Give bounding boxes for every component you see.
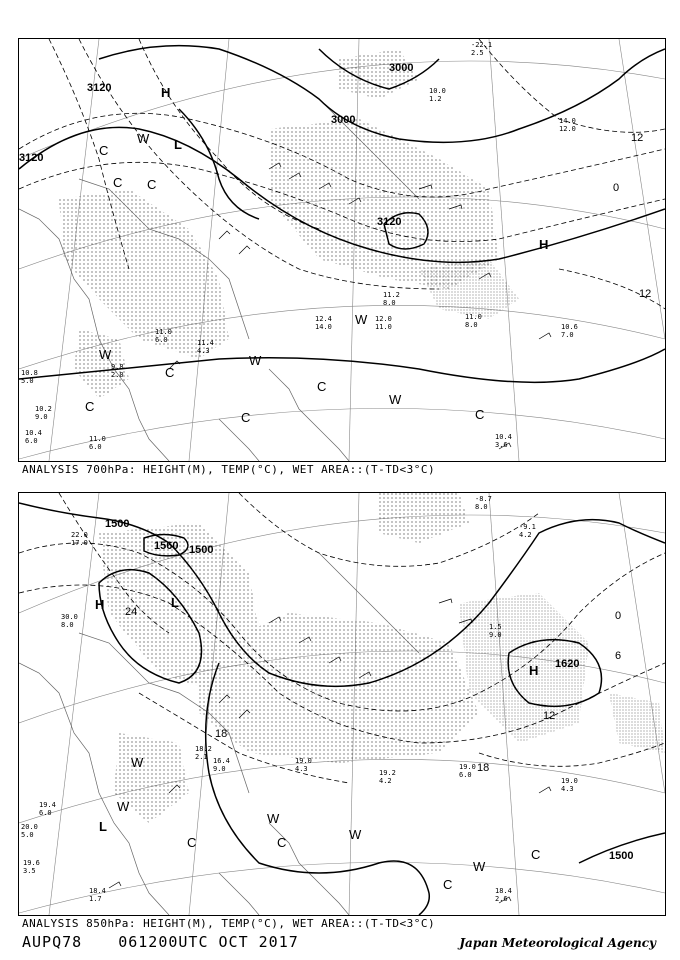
airmass-mark: W xyxy=(117,799,130,814)
station-temp: 20.0 xyxy=(21,823,38,831)
temp-label: 0 xyxy=(613,182,620,194)
airmass-mark: C xyxy=(165,365,175,380)
station-dewpoint: 11.0 xyxy=(375,323,392,331)
station-temp: 10.4 xyxy=(25,429,42,437)
station-dewpoint: 6.0 xyxy=(89,443,102,451)
airmass-mark: C xyxy=(187,835,197,850)
station-dewpoint: 2.6 xyxy=(495,895,508,903)
airmass-mark: C xyxy=(241,410,251,425)
pressure-center-low: L xyxy=(171,595,179,610)
station-temp: 11.4 xyxy=(197,339,214,347)
temp-label: 0 xyxy=(615,610,622,622)
airmass-mark: C xyxy=(277,835,287,850)
height-label: 1560 xyxy=(154,540,179,552)
airmass-mark: W xyxy=(389,392,402,407)
airmass-mark: W xyxy=(131,755,144,770)
station-dewpoint: 5.0 xyxy=(21,377,34,385)
airmass-mark: W xyxy=(137,131,150,146)
map-850hpa-canvas xyxy=(19,493,665,915)
station-dewpoint: 4.2 xyxy=(519,531,532,539)
map-panel-850hpa xyxy=(18,492,666,916)
height-label: 1500 xyxy=(105,518,130,530)
station-temp: 16.4 xyxy=(213,757,230,765)
airmass-mark: C xyxy=(317,379,327,394)
station-dewpoint: 4.3 xyxy=(295,765,308,773)
height-label: 3120 xyxy=(87,82,112,94)
station-dewpoint: 6.0 xyxy=(155,336,168,344)
height-label: 3000 xyxy=(389,62,414,74)
pressure-center-high: H xyxy=(95,597,105,612)
station-dewpoint: 17.0 xyxy=(71,539,88,547)
station-dewpoint: 4.3 xyxy=(197,347,210,355)
height-label: 1620 xyxy=(555,658,580,670)
airmass-mark: C xyxy=(475,407,485,422)
station-temp: -9.1 xyxy=(519,523,536,531)
station-dewpoint: 1.7 xyxy=(89,895,102,903)
station-temp: 18.4 xyxy=(495,887,512,895)
airmass-mark: W xyxy=(355,312,368,327)
temp-label: 24 xyxy=(125,606,138,618)
airmass-mark: C xyxy=(85,399,95,414)
wet-areas xyxy=(59,49,519,399)
station-temp: 10.6 xyxy=(561,323,578,331)
chart-identifier xyxy=(22,933,325,951)
pressure-center-low: L xyxy=(174,137,182,152)
airmass-mark: W xyxy=(349,827,362,842)
station-temp: 30.0 xyxy=(61,613,78,621)
station-dewpoint: 3.6 xyxy=(495,441,508,449)
station-temp: 11.0 xyxy=(155,328,172,336)
station-dewpoint: 2.5 xyxy=(471,49,484,57)
station-dewpoint: 3.5 xyxy=(23,867,36,875)
analysis-datetime: 061200UTC OCT 2017 xyxy=(118,933,299,951)
station-dewpoint: 14.0 xyxy=(315,323,332,331)
airmass-mark: W xyxy=(99,347,112,362)
height-label: 3000 xyxy=(331,114,356,126)
station-temp: 12.4 xyxy=(315,315,332,323)
temp-label: 12 xyxy=(631,132,644,144)
pressure-center-high: H xyxy=(161,85,171,100)
bulletin-code: AUPQ78 xyxy=(22,933,83,951)
station-dewpoint: 8.0 xyxy=(383,299,396,307)
height-label: 3120 xyxy=(377,216,402,228)
station-dewpoint: 6.0 xyxy=(39,809,52,817)
map-panel-700hpa xyxy=(18,38,666,462)
station-temp: 11.0 xyxy=(465,313,482,321)
pressure-center-high: H xyxy=(539,237,549,252)
height-label: 1500 xyxy=(609,850,634,862)
station-temp: 19.0 xyxy=(295,757,312,765)
agency-credit: Japan Meteorological Agency xyxy=(459,936,656,950)
height-label: 1500 xyxy=(189,544,214,556)
station-temp: 1.5 xyxy=(489,623,502,631)
station-temp: 9.8 xyxy=(111,363,124,371)
station-dewpoint: 8.0 xyxy=(475,503,488,511)
station-dewpoint: 2.1 xyxy=(195,753,208,761)
station-dewpoint: 9.0 xyxy=(213,765,226,773)
temp-label: 18 xyxy=(477,762,490,774)
station-temp: 19.6 xyxy=(23,859,40,867)
station-temp: 19.4 xyxy=(39,801,56,809)
station-dewpoint: 6.0 xyxy=(459,771,472,779)
station-temp: 11.0 xyxy=(89,435,106,443)
station-temp: 10.2 xyxy=(35,405,52,413)
airmass-mark: C xyxy=(113,175,123,190)
station-temp: 19.0 xyxy=(459,763,476,771)
station-dewpoint: 9.0 xyxy=(489,631,502,639)
station-dewpoint: 5.0 xyxy=(21,831,34,839)
temp-label: 6 xyxy=(615,650,622,662)
station-temp: -22.1 xyxy=(471,41,493,49)
airmass-mark: C xyxy=(531,847,541,862)
station-dewpoint: 7.0 xyxy=(561,331,574,339)
temp-label: 18 xyxy=(215,728,228,740)
station-dewpoint: 12.0 xyxy=(559,125,576,133)
map-700hpa-canvas xyxy=(19,39,665,461)
station-dewpoint: 4.3 xyxy=(561,785,574,793)
height-label: 3120 xyxy=(19,152,44,164)
airmass-mark: W xyxy=(473,859,486,874)
pressure-center-high: H xyxy=(529,663,539,678)
station-dewpoint: 2.0 xyxy=(111,371,124,379)
station-temp: 22.0 xyxy=(71,531,88,539)
airmass-mark: C xyxy=(443,877,453,892)
station-temp: 18.2 xyxy=(195,745,212,753)
station-temp: 10.8 xyxy=(21,369,38,377)
caption-850hpa: ANALYSIS 850hPa: HEIGHT(M), TEMP(°C), WET AREA::(T-TD<3°C) xyxy=(22,917,436,930)
station-temp: 12.0 xyxy=(375,315,392,323)
caption-700hpa: ANALYSIS 700hPa: HEIGHT(M), TEMP(°C), WET AREA::(T-TD<3°C) xyxy=(22,463,436,476)
airmass-mark: C xyxy=(99,143,109,158)
airmass-mark: C xyxy=(147,177,157,192)
station-dewpoint: 4.2 xyxy=(379,777,392,785)
station-dewpoint: 6.0 xyxy=(25,437,38,445)
temp-label: 12 xyxy=(543,710,556,722)
station-dewpoint: 9.0 xyxy=(35,413,48,421)
station-dewpoint: 8.0 xyxy=(465,321,478,329)
airmass-mark: W xyxy=(249,353,262,368)
station-dewpoint: 8.0 xyxy=(61,621,74,629)
station-temp: 18.4 xyxy=(89,887,106,895)
station-temp: -8.7 xyxy=(475,495,492,503)
station-temp: 19.2 xyxy=(379,769,396,777)
station-temp: 19.0 xyxy=(561,777,578,785)
station-dewpoint: 1.2 xyxy=(429,95,442,103)
station-temp: 10.0 xyxy=(429,87,446,95)
pressure-center-low: L xyxy=(99,819,107,834)
station-temp: 11.2 xyxy=(383,291,400,299)
airmass-mark: W xyxy=(267,811,280,826)
station-temp: 10.4 xyxy=(495,433,512,441)
station-temp: 14.0 xyxy=(559,117,576,125)
temp-label: 12 xyxy=(639,288,652,300)
